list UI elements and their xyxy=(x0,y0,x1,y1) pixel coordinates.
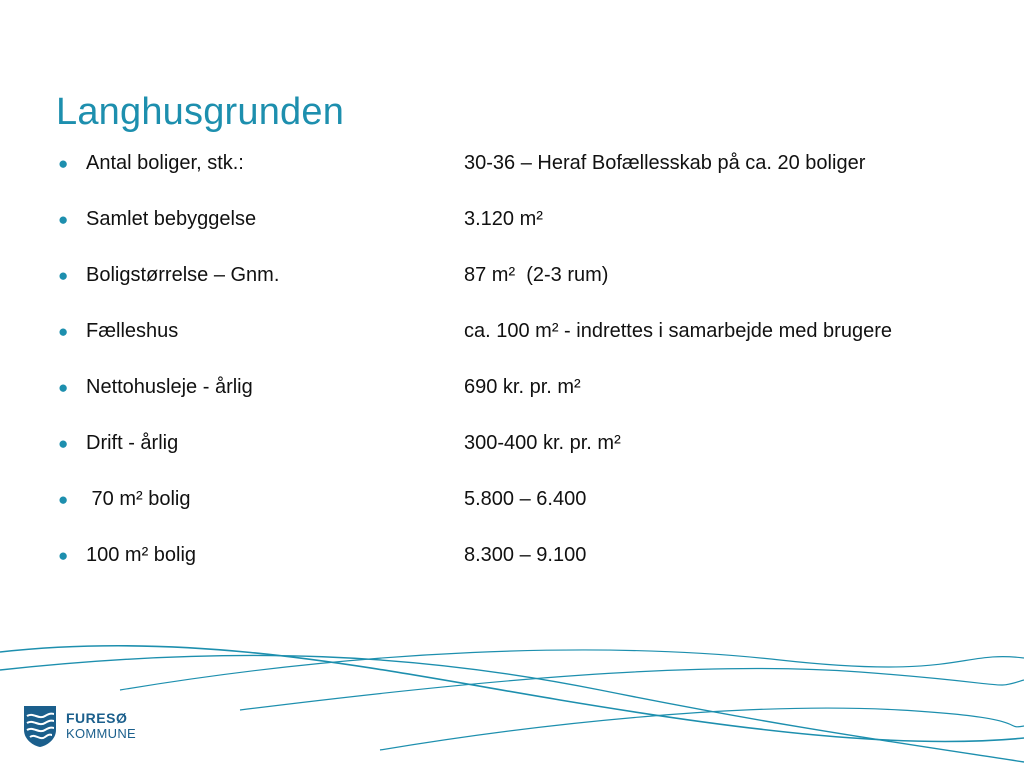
item-label: Samlet bebyggelse xyxy=(86,208,257,230)
item-label: Nettohusleje - årlig xyxy=(86,376,253,398)
list-item xyxy=(58,426,978,461)
list-item xyxy=(58,258,978,293)
item-label: Boligstørrelse – Gnm. xyxy=(86,264,280,286)
decorative-waves-icon xyxy=(0,630,1024,768)
wave-line xyxy=(240,668,1024,710)
list-item xyxy=(58,370,978,405)
item-label: 100 m² bolig xyxy=(86,544,197,566)
bullet-icon: ● xyxy=(58,322,69,341)
item-label: 70 m² bolig xyxy=(86,488,191,510)
furesoe-logo xyxy=(22,704,136,748)
item-value: ca. 100 m² - indrettes i samarbejde med brugere xyxy=(464,320,892,342)
item-value: 8.300 – 9.100 xyxy=(464,544,587,566)
logo-name: FURESØ xyxy=(66,710,128,726)
item-value: 300-400 kr. pr. m² xyxy=(464,432,621,454)
wave-line xyxy=(380,708,1024,750)
slide-title: Langhusgrunden xyxy=(56,91,345,133)
furesoe-waves-icon xyxy=(22,704,58,748)
item-value: 3.120 m² xyxy=(464,208,543,230)
list-item xyxy=(58,538,978,573)
item-label: Drift - årlig xyxy=(86,432,179,454)
bullet-icon: ● xyxy=(58,490,69,509)
bullet-icon: ● xyxy=(58,434,69,453)
logo-subtitle: KOMMUNE xyxy=(66,726,136,741)
list-item xyxy=(58,482,978,517)
list-item xyxy=(58,146,978,181)
bullet-icon: ● xyxy=(58,546,69,565)
item-value: 30-36 – Heraf Bofællesskab på ca. 20 boliger xyxy=(464,152,866,174)
item-value: 5.800 – 6.400 xyxy=(464,488,587,510)
bullet-list xyxy=(58,146,978,573)
logo-text xyxy=(66,711,136,741)
bullet-icon: ● xyxy=(58,154,69,173)
item-label: Fælleshus xyxy=(86,320,179,342)
bullet-icon: ● xyxy=(58,266,69,285)
wave-line xyxy=(0,646,1024,742)
item-value: 690 kr. pr. m² xyxy=(464,376,581,398)
item-label: Antal boliger, stk.: xyxy=(86,152,244,174)
bullet-icon: ● xyxy=(58,378,69,397)
bullet-icon: ● xyxy=(58,210,69,229)
list-item xyxy=(58,202,978,237)
item-value: 87 m² (2-3 rum) xyxy=(464,264,609,286)
list-item xyxy=(58,314,978,349)
